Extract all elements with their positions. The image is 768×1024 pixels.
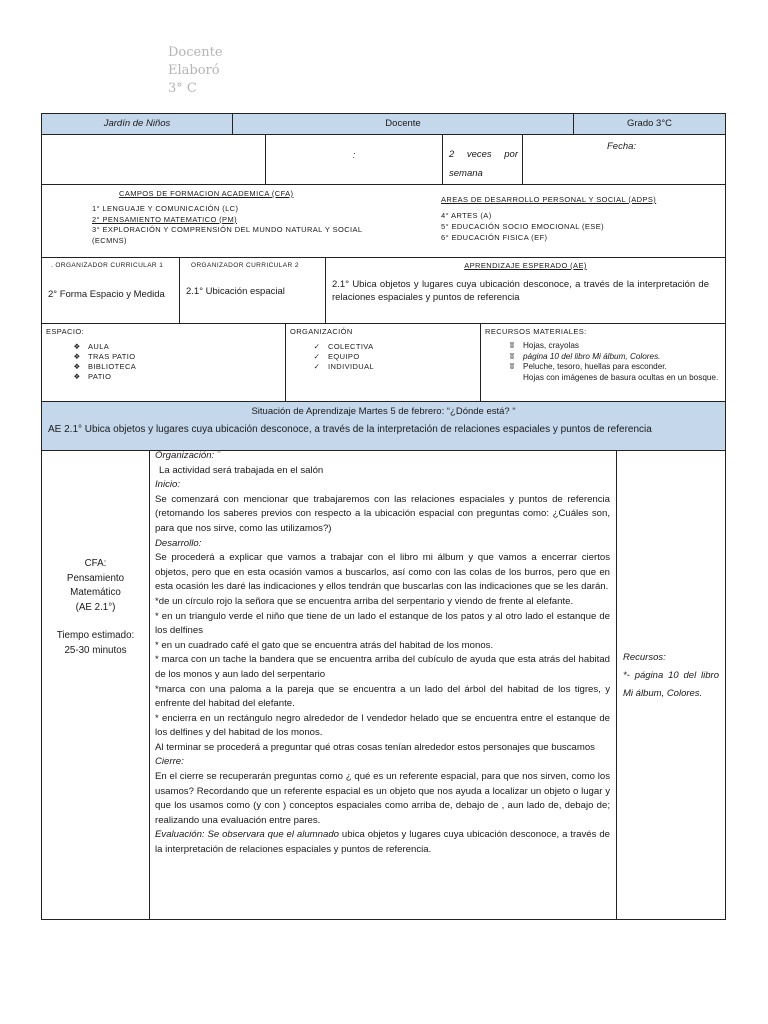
- cell-body: [149, 450, 617, 920]
- campos-item-4: (ECMNS): [92, 235, 127, 245]
- recursos-value: *- página 10 del libro Mi álbum, Colores.: [623, 670, 719, 699]
- cell-jardin: [41, 113, 233, 135]
- desarrollo-item: *de un círculo rojo la señora que se encuentra arriba del serpentario y viendo de frente al elefante.: [155, 595, 574, 607]
- cfa-block: [42, 557, 149, 658]
- areas-list: [441, 210, 604, 243]
- org1-value: 2° Forma Espacio y Medida: [48, 289, 165, 300]
- evaluacion-heading: Evaluación: Se observara que el alumnado: [155, 829, 340, 841]
- cfa-label: CFA:: [84, 558, 107, 569]
- organizacion-item: ✓ COLECTIVA: [313, 342, 374, 351]
- check-icon: ✓: [313, 342, 321, 351]
- cell-situacion: [41, 401, 726, 451]
- header-elaboro: Elaboró: [168, 63, 220, 78]
- jardin-label: Jardín de Niños: [103, 118, 171, 129]
- evaluacion-value: ubica objetos y lugares cuya ubicación desconoce, a través de la interpretación de relaciones espaciales y puntos de referencia.: [155, 829, 610, 856]
- desarrollo-item: * marca con un tache la bandera que se encuentra arriba del cubículo de ayuda que esta atrás del habitad de los monos y aun lado del serpentario: [155, 654, 610, 680]
- campos-title: CAMPOS DE FORMACION ACADEMICA (CFA): [119, 189, 294, 198]
- org1-label: . ORGANIZADOR CURRICULAR 1: [51, 262, 164, 269]
- body-content: [155, 449, 610, 858]
- desarrollo-heading: Desarrollo:: [155, 537, 202, 549]
- espacio-item: ❖ TRAS PATIO: [73, 352, 136, 361]
- cell-grado: [573, 113, 726, 135]
- cfa-campo: Pensamiento Matemático: [66, 572, 125, 598]
- org2-value: 2.1° Ubicación espacial: [186, 286, 285, 297]
- cierre-text: En el cierre se recuperarán preguntas como ¿ qué es un referente espacial, para que nos sirven, como los usamos? Recordando que un referente espacial es un objeto que nos ayuda a localizar un objeto o lugar y que los usamos como (y con ) conceptos espaciales como arriba de, debajo de , aun lado de, debajo de; realizando una evaluación entre pares.: [155, 771, 610, 826]
- situacion-ae: AE 2.1° Ubica objetos y lugares cuya ubicación desconoce, a través de la interpretación de relaciones espaciales y puntos de referencia: [48, 424, 652, 435]
- ae-value: 2.1° Ubica objetos y lugares cuya ubicación desconoce, a través de la interpretación de relaciones espaciales y puntos de referencia: [332, 279, 709, 303]
- bullet-icon: ʬ: [510, 341, 514, 350]
- desarrollo-text: Se procederá a explicar que vamos a trabajar con el libro mi álbum y que vamos a encerrar ciertos objetos, pero que en esta ocasión vamos a buscarlos, así como con las colas de los burros, pero que en esta ocasión les daré las indicaciones y ellos tendrán que buscarlas con las indicaciones que se les darán.: [155, 552, 610, 593]
- cell-espacio: [41, 323, 286, 402]
- recurso-item: Hojas con imágenes de basura ocultas en un bosque.: [523, 372, 719, 382]
- desarrollo-item: * en un cuadrado café el gato que se encuentra atrás del habitad de los monos.: [155, 639, 494, 651]
- cell-org1: [41, 257, 180, 324]
- recursos-block: [623, 649, 719, 703]
- evaluacion-text: [155, 828, 610, 857]
- organizacion-label: ORGANIZACIÓN: [290, 327, 353, 336]
- ae-label: APRENDIZAJE ESPERADO (AE): [464, 261, 587, 270]
- espacio-item: ❖ AULA: [73, 342, 110, 351]
- cell-docente: [232, 113, 574, 135]
- bullet-icon: ʬ: [510, 351, 514, 361]
- organizacion-list: [312, 342, 374, 372]
- bullet-icon: ʬ: [510, 362, 514, 371]
- tiempo-label: Tiempo estimado:: [56, 630, 135, 641]
- recurso-item: ʬ Peluche, tesoro, huellas para esconder.: [507, 362, 719, 373]
- espacio-item: ❖ PATIO: [73, 372, 112, 381]
- header-docente: Docente: [168, 45, 223, 60]
- fecha-label: Fecha:: [607, 141, 637, 152]
- check-icon: ✓: [313, 362, 321, 371]
- espacio-item: ❖ BIBLIOTECA: [73, 362, 137, 371]
- organizacion-item: ✓ INDIVIDUAL: [313, 362, 375, 371]
- cell-org2: [179, 257, 326, 324]
- inicio-text: Se comenzará con mencionar que trabajaremos con las relaciones espaciales y puntos de referencia (retomando los saberes previos con respecto a la ubicación espacial con preguntas como: ¿Cuáles son, para que nos sirve, como las utilizamos?): [155, 493, 610, 534]
- organizacion-item: ✓ EQUIPO: [313, 352, 360, 361]
- campos-item-1: 1° LENGUAJE Y COMUNICACIÓN (LC): [92, 204, 239, 213]
- areas-item-3: 6° EDUCACIÓN FISICA (EF): [441, 233, 548, 242]
- cell-jardin-value: [41, 134, 266, 185]
- grado-label: Grado 3°C: [627, 118, 672, 129]
- areas-item-1: 4° ARTES (A): [441, 211, 492, 220]
- header-grado: 3° C: [168, 81, 197, 96]
- desarrollo-item: * en un triangulo verde el niño que tiene de un lado el estanque de los patos y al otro lado el estanque de los delfines: [155, 610, 610, 637]
- recurso-item: ʬ Hojas, crayolas: [507, 341, 719, 352]
- cell-frecuencia: [442, 134, 523, 185]
- areas-item-2: 5° EDUCACIÓN SOCIO EMOCIONAL (ESE): [441, 222, 605, 231]
- recursos-label: Recursos:: [623, 652, 666, 663]
- cfa-ae: (AE 2.1°): [75, 601, 116, 613]
- org2-label: ORGANIZADOR CURRICULAR 2: [191, 262, 299, 269]
- inicio-heading: Inicio:: [155, 479, 181, 491]
- organizacion-text: La actividad será trabajada en el salón: [159, 464, 324, 476]
- campos-item-2: 2° PENSAMIENTO MATEMATICO (PM): [92, 214, 238, 224]
- cell-recursos: [616, 450, 726, 920]
- docente-label: Docente: [385, 118, 421, 129]
- tiempo-value: 25-30 minutos: [64, 644, 127, 656]
- check-icon: ✓: [313, 352, 321, 361]
- cell-organizacion: [285, 323, 481, 402]
- recursos-materiales-list: [507, 341, 719, 383]
- cell-ae: [325, 257, 726, 324]
- desarrollo-item: * encierra en un rectángulo negro alrededor de l vendedor helado que se encuentra entre el estanque de los delfines y del habitad de los monos.: [155, 712, 610, 739]
- cell-recursos-materiales: [480, 323, 726, 402]
- cell-cfa: [41, 450, 150, 920]
- desarrollo-item: Al terminar se procederá a preguntar qué otras cosas tenían alrededor estos personajes que buscamos: [155, 741, 595, 753]
- espacio-list: [72, 342, 136, 382]
- recursos-materiales-label: RECURSOS MATERIALES:: [485, 327, 587, 336]
- organizacion-heading: Organización: ¨: [155, 450, 221, 461]
- frecuencia-value: 2 veces por semana: [449, 149, 518, 179]
- cierre-heading: Cierre:: [155, 756, 184, 768]
- situacion-title: Situación de Aprendizaje Martes 5 de febrero: “¿Dónde está? “: [251, 406, 516, 417]
- cell-docente-value: [265, 134, 443, 185]
- campos-list: [92, 204, 362, 246]
- cell-campos-areas: [41, 184, 726, 258]
- areas-title: AREAS DE DESARROLLO PERSONAL Y SOCIAL (ADPS): [441, 195, 657, 204]
- cell-fecha: [522, 134, 726, 185]
- desarrollo-item: *marca con una paloma a la pareja que se encuentra a un lado del árbol del habitad de los tigres, y enfrente del habitad del elefante.: [155, 683, 610, 710]
- recurso-item: ʬ página 10 del libro Mi álbum, Colores.: [507, 352, 719, 363]
- docente-colon: :: [352, 150, 356, 160]
- espacio-label: ESPACIO:: [46, 327, 85, 336]
- campos-item-3: 3° EXPLORACIÓN Y COMPRENSIÓN DEL MUNDO NATURAL Y SOCIAL: [92, 225, 363, 234]
